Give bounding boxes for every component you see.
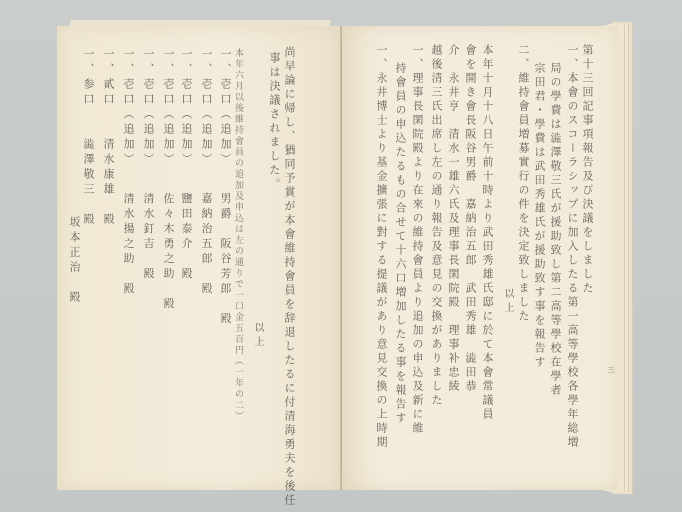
text-column: 事は決議されました。 — [268, 52, 281, 192]
text-column: 本年六月以後維持會員の追加及申込は左の通りで一口金五百円（一年の二） — [233, 48, 243, 422]
heading-column: 第十三回記事項報告及び決議をしました — [581, 44, 594, 296]
list-item: 一、壱口（追加） 佐々木勇之助 殿 — [162, 48, 175, 313]
text-column: 持會員の申込たるもの合せて十六口増加したる事を報告す — [394, 62, 407, 426]
closing-mark: 以上 — [502, 288, 513, 316]
text-column: 本年十月十八日午前十時より武田秀雄氏邸に於て本會常議員 — [481, 44, 494, 422]
text-column: 一、永井博士より基金擴張に對する提議があり意見交換の上時期 — [375, 44, 388, 450]
text-column: 局の學費は澁澤敬三氏が援助致し第二高等學校在學者 — [549, 62, 562, 398]
list-item: 一、壱口（追加） 清水揚之助 殿 — [122, 48, 135, 298]
list-item: 一、壱口（追加） 鹽田泰介 殿 — [180, 48, 193, 283]
text-column: 會を開き會長阪谷男爵 嘉納治五郎 武田秀雄 澁田恭 — [464, 44, 477, 394]
list-item: 一、壱口（追加） 清水釘吉 殿 — [142, 48, 155, 283]
right-page — [342, 26, 618, 490]
page-number: 三 — [607, 366, 615, 373]
closing-mark: 以上 — [252, 322, 263, 350]
text-column: 越後清三氏出席し左の通り報告及意見の交換がありました — [430, 44, 443, 408]
list-item: 一、壱口（追加） 嘉納治五郎 殿 — [200, 48, 213, 298]
list-item: 一、貳口 清水康雄 殿 — [102, 48, 115, 228]
text-column: 介 永井亨 清水一雄六氏及理事長閑院殿 理事补忠綾 — [447, 44, 460, 394]
list-item: 一、壱口（追加） 男爵 阪谷芳郎 殿 — [219, 48, 232, 328]
text-column: 尚早論に帰し、猶同予賞が本會維持會員を辞退したるに付清海勇夫を後任 — [283, 46, 296, 508]
text-column: 宗田君・學費は武田秀雄氏が援助致す事を報告す — [533, 62, 546, 370]
list-item: 一、参口 澁澤敬三 殿 — [82, 48, 95, 228]
text-column: 二、維持會員増募實行の件を決定致しました — [517, 44, 530, 324]
left-page — [57, 26, 341, 508]
text-column: 一、本會のスコーラシップに加入したる第一高等學校各學年総増 — [566, 44, 579, 450]
text-column: 一、理事長閑院殿より在來の維持會員より追加の申込及新に維 — [411, 44, 424, 436]
list-item: 坂本正治 殿 — [68, 216, 81, 306]
